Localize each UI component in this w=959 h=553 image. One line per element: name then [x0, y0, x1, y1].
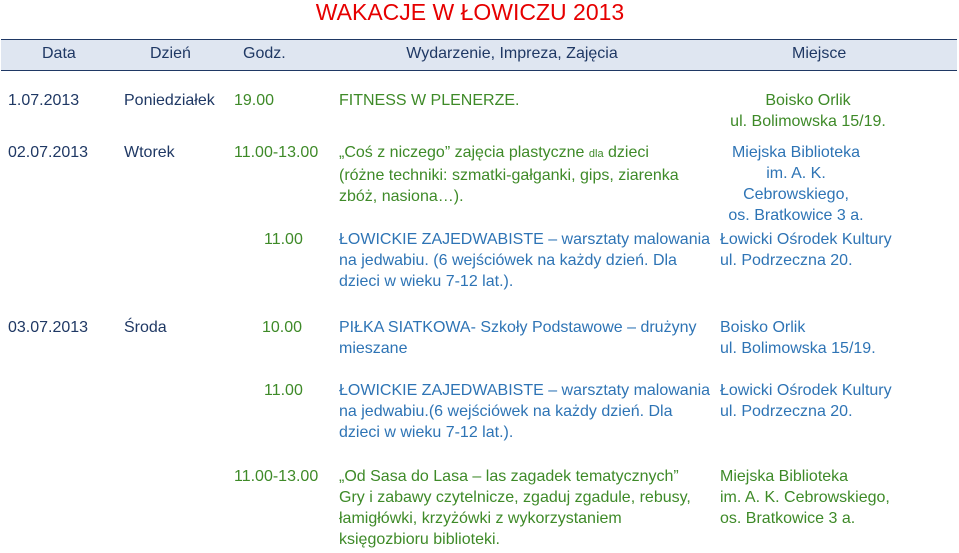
page-title: WAKACJE W ŁOWICZU 2013 [315, 0, 625, 25]
row-6-event: „Od Sasa do Lasa – las zagadek tematycznych” Gry i zabawy czytelnicze, zgaduj zgadule, rebusy, łamigłówki, krzyżówki z wykorzystaniem księgozbioru biblioteki. [339, 468, 691, 548]
row-5-time: 11.00 [264, 382, 303, 399]
row-6-place: Miejska Biblioteka im. A. K. Cebrowskiego, os. Bratkowice 3 a. [720, 468, 890, 527]
row-3-event: ŁOWICKIE ZAJEDWABISTE – warsztaty malowania na jedwabiu. (6 wejściówek na każdy dzień. Dla dzieci w wieku 7-12 lat.). [339, 231, 711, 290]
row-1-place: Boisko Orlik ul. Bolimowska 15/19. [730, 92, 886, 130]
row-3-time: 11.00 [264, 231, 303, 248]
header-date: Data [42, 45, 76, 62]
row-2-event: „Coś z niczego” zajęcia plastyczne dla dzieci (różne techniki: szmatki-gałganki, gips, ziarenka zbóż, nasiona…). [339, 144, 679, 205]
row-2-day: Wtorek [124, 144, 175, 161]
row-2-time: 11.00-13.00 [234, 144, 319, 161]
row-4-day: Środa [124, 319, 167, 336]
row-1-date: 1.07.2013 [8, 92, 80, 109]
row-2-place: Miejska Biblioteka im. A. K. Cebrowskiego, os. Bratkowice 3 a. [728, 144, 864, 224]
row-2-date: 02.07.2013 [8, 144, 89, 161]
row-4-event: PIŁKA SIATKOWA- Szkoły Podstawowe – drużyny mieszane [339, 319, 697, 357]
header-time: Godz. [243, 45, 286, 62]
row-1-time: 19.00 [234, 92, 275, 109]
row-4-date: 03.07.2013 [8, 319, 89, 336]
row-1-day: Poniedziałek [124, 92, 215, 109]
row-4-place: Boisko Orlik ul. Bolimowska 15/19. [720, 319, 876, 357]
header-place: Miejsce [792, 45, 847, 62]
row-5-event: ŁOWICKIE ZAJEDWABISTE – warsztaty malowania na jedwabiu.(6 wejściówek na każdy dzień. Dla dzieci w wieku 7-12 lat.). [339, 382, 711, 441]
row-6-time: 11.00-13.00 [234, 468, 319, 485]
row-5-place: Łowicki Ośrodek Kultury ul. Podrzeczna 20. [720, 382, 892, 420]
row-4-time: 10.00 [262, 319, 303, 336]
row-3-place: Łowicki Ośrodek Kultury ul. Podrzeczna 20. [720, 231, 892, 269]
header-event: Wydarzenie, Impreza, Zajęcia [406, 45, 618, 62]
header-day: Dzień [150, 45, 191, 62]
row-1-event: FITNESS W PLENERZE. [339, 92, 520, 109]
